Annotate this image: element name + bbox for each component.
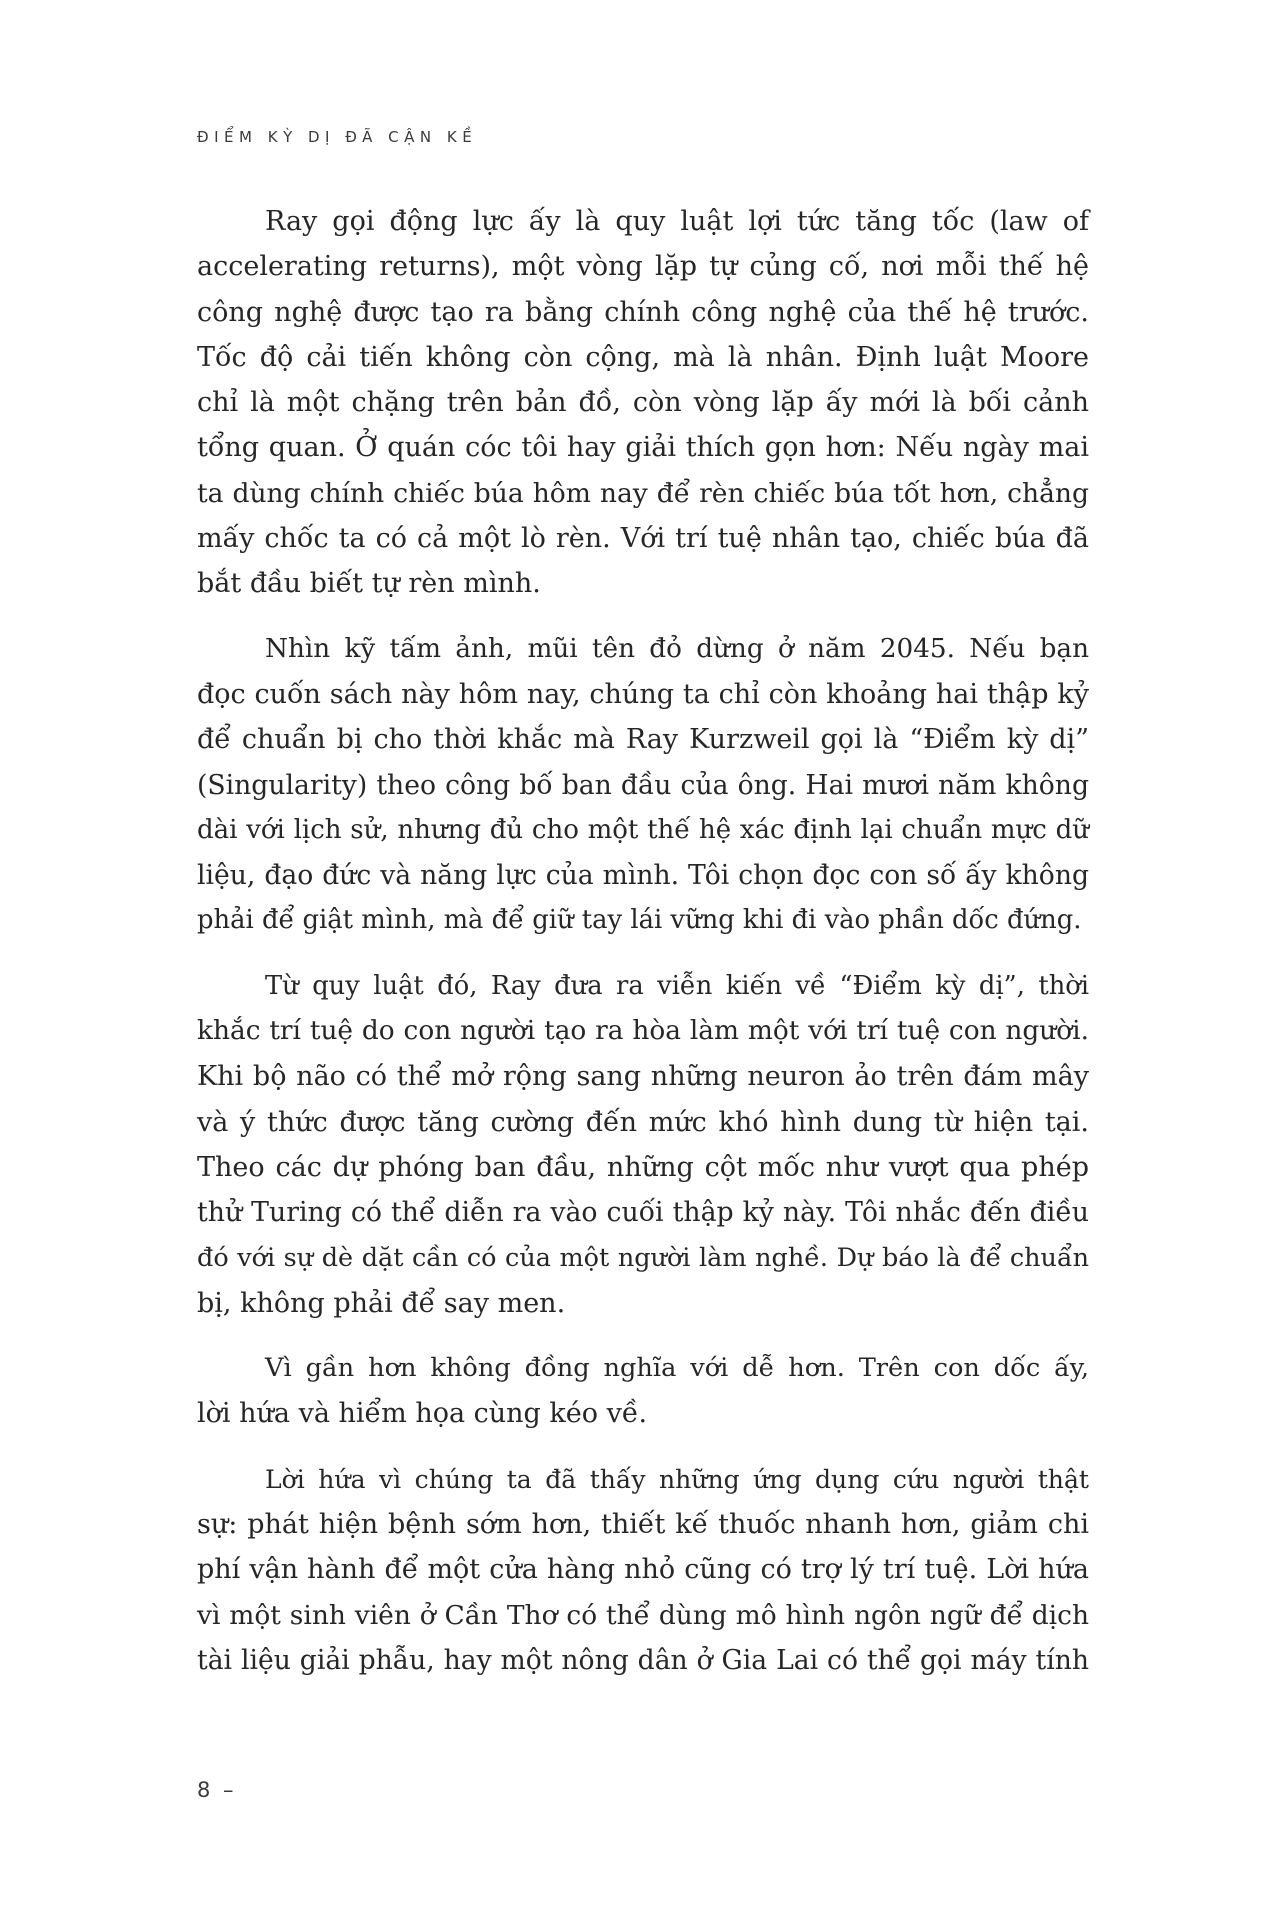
text-line: Ray gọi động lực ấy là quy luật lợi tức tăng tốc (law of <box>265 206 1089 237</box>
paragraph-3 <box>197 964 1089 1326</box>
paragraph-4 <box>197 1346 1089 1437</box>
text-line: liệu, đạo đức và năng lực của mình. Tôi chọn đọc con số ấy không <box>197 860 1089 892</box>
page-number: 8 – <box>197 1778 237 1802</box>
text-line: Tốc độ cải tiến không còn cộng, mà là nhân. Định luật Moore <box>197 341 1089 373</box>
text-line: bắt đầu biết tự rèn mình. <box>197 568 541 600</box>
text-line: sự: phát hiện bệnh sớm hơn, thiết kế thuốc nhanh hơn, giảm chi <box>197 1509 1089 1541</box>
text-line: mấy chốc ta có cả một lò rèn. Với trí tuệ nhân tạo, chiếc búa đã <box>197 523 1089 555</box>
text-line: ta dùng chính chiếc búa hôm nay để rèn chiếc búa tốt hơn, chẳng <box>197 477 1089 509</box>
text-line: Từ quy luật đó, Ray đưa ra viễn kiến về “Điểm kỳ dị”, thời <box>265 970 1089 1001</box>
text-line: tổng quan. Ở quán cóc tôi hay giải thích gọn hơn: Nếu ngày mai <box>197 432 1089 464</box>
body-text <box>197 199 1089 1703</box>
running-header: ĐIỂM KỲ DỊ ĐÃ CẬN KỀ <box>197 128 478 146</box>
text-line: thử Turing có thể diễn ra vào cuối thập kỷ này. Tôi nhắc đến điều <box>197 1197 1089 1229</box>
text-line: dài với lịch sử, nhưng đủ cho một thế hệ xác định lại chuẩn mực dữ <box>197 814 1089 845</box>
text-line: Lời hứa vì chúng ta đã thấy những ứng dụng cứu người thật <box>265 1464 1089 1494</box>
text-line: (Singularity) theo công bố ban đầu của ông. Hai mươi năm không <box>197 769 1089 801</box>
text-line: chỉ là một chặng trên bản đồ, còn vòng lặp ấy mới là bối cảnh <box>197 387 1089 419</box>
text-line: vì một sinh viên ở Cần Thơ có thể dùng mô hình ngôn ngữ để dịch <box>197 1599 1089 1631</box>
text-line: công nghệ được tạo ra bằng chính công nghệ của thế hệ trước. <box>197 296 1089 328</box>
text-line: đọc cuốn sách này hôm nay, chúng ta chỉ còn khoảng hai thập kỷ <box>197 678 1089 710</box>
text-line: và ý thức được tăng cường đến mức khó hình dung từ hiện tại. <box>197 1106 1089 1138</box>
text-line: Khi bộ não có thể mở rộng sang những neuron ảo trên đám mây <box>197 1061 1089 1093</box>
text-line: Nhìn kỹ tấm ảnh, mũi tên đỏ dừng ở năm 2045. Nếu bạn <box>265 633 1089 664</box>
text-line: đó với sự dè dặt cần có của một người làm nghề. Dự báo là để chuẩn <box>197 1242 1089 1273</box>
text-line: để chuẩn bị cho thời khắc mà Ray Kurzweil gọi là “Điểm kỳ dị” <box>197 724 1089 756</box>
paragraph-1 <box>197 199 1089 607</box>
text-line: bị, không phải để say men. <box>197 1287 566 1319</box>
text-line: phải để giật mình, mà để giữ tay lái vững khi đi vào phần dốc đứng. <box>197 905 1082 936</box>
paragraph-5 <box>197 1457 1089 1683</box>
text-line: phí vận hành để một cửa hàng nhỏ cũng có trợ lý trí tuệ. Lời hứa <box>197 1554 1089 1586</box>
paragraph-2 <box>197 627 1089 944</box>
text-line: Theo các dự phóng ban đầu, những cột mốc như vượt qua phép <box>197 1151 1089 1183</box>
text-line: khắc trí tuệ do con người tạo ra hòa làm một với trí tuệ con người. <box>197 1016 1089 1047</box>
text-line: Vì gần hơn không đồng nghĩa với dễ hơn. Trên con dốc ấy, <box>265 1353 1089 1384</box>
text-line: tài liệu giải phẫu, hay một nông dân ở Gia Lai có thể gọi máy tính <box>197 1644 1089 1676</box>
text-line: accelerating returns), một vòng lặp tự củng cố, nơi mỗi thế hệ <box>197 251 1089 283</box>
text-line: lời hứa và hiểm họa cùng kéo về. <box>197 1398 648 1430</box>
